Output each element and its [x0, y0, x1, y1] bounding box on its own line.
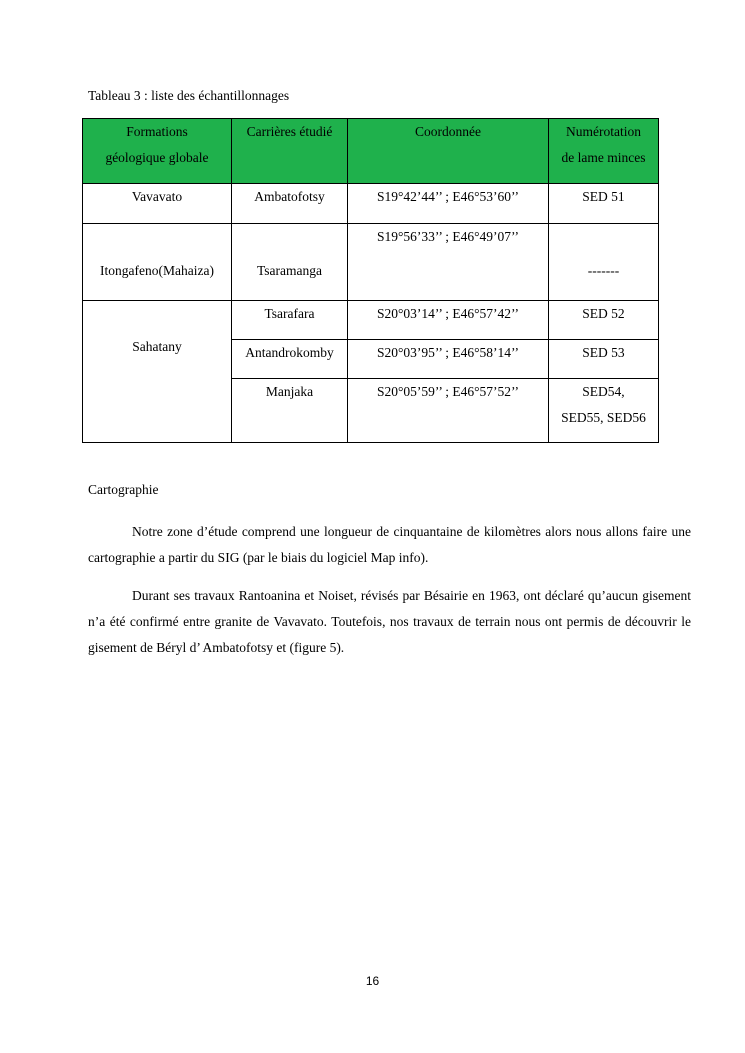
cell-carriere: Tsarafara: [232, 301, 348, 340]
cell-formation: Itongafeno(Mahaiza): [83, 224, 232, 301]
cell-formation: Vavavato: [83, 184, 232, 224]
table-row: [83, 184, 659, 224]
paragraph-1-text: Notre zone d’étude comprend une longueur de cinquantaine de kilomètres alors nous allons faire une cartographie a partir du SIG (par le biais du logiciel Map info).: [88, 524, 691, 565]
header-coordonnee: Coordonnée: [348, 119, 549, 184]
cell-numero: SED 52: [549, 301, 659, 340]
cell-numero: [549, 379, 659, 443]
cell-carriere: Tsaramanga: [232, 224, 348, 301]
cell-numero: SED 51: [549, 184, 659, 224]
cell-carriere: Manjaka: [232, 379, 348, 443]
table-header-row: [83, 119, 659, 184]
cell-coord: S20°05’59’’ ; E46°57’52’’: [348, 379, 549, 443]
header-numero-line1: Numérotation: [566, 124, 641, 139]
cell-carriere: Ambatofotsy: [232, 184, 348, 224]
page-number: 16: [365, 974, 380, 988]
cell-formation: Sahatany: [83, 301, 232, 443]
header-numero-line2: de lame minces: [561, 150, 646, 165]
section-title: Cartographie: [88, 482, 159, 497]
cell-coord: S19°56’33’’ ; E46°49’07’’: [348, 224, 549, 301]
header-carrieres: Carrières étudié: [232, 119, 348, 184]
cell-coord: S20°03’95’’ ; E46°58’14’’: [348, 340, 549, 379]
samples-table: [82, 118, 659, 443]
cell-numero-line1: SED54,: [582, 384, 625, 399]
cell-numero: -------: [549, 224, 659, 301]
header-formation-line2: géologique globale: [105, 150, 209, 165]
table-row: [83, 224, 659, 301]
cell-numero-line2: SED55, SED56: [561, 410, 646, 425]
header-formation-line1: Formations: [126, 124, 188, 139]
header-numero: [549, 119, 659, 184]
cell-carriere: Antandrokomby: [232, 340, 348, 379]
cell-coord: S19°42’44’’ ; E46°53’60’’: [348, 184, 549, 224]
table-row: [83, 301, 659, 340]
paragraph-2-text: Durant ses travaux Rantoanina et Noiset, révisés par Bésairie en 1963, ont déclaré qu’aucun gisement n’a été confirmé entre granite de Vavavato. Toutefois, nos travaux de terrain nous ont permis de découvrir le gisement de Béryl d’ Ambatofotsy et (figure 5).: [88, 588, 691, 655]
cell-coord: S20°03’14’’ ; E46°57’42’’: [348, 301, 549, 340]
table-caption: Tableau 3 : liste des échantillonnages: [88, 88, 290, 103]
header-formation: [83, 119, 232, 184]
paragraph-2: [88, 583, 691, 661]
paragraph-1: [88, 519, 691, 571]
cell-numero: SED 53: [549, 340, 659, 379]
